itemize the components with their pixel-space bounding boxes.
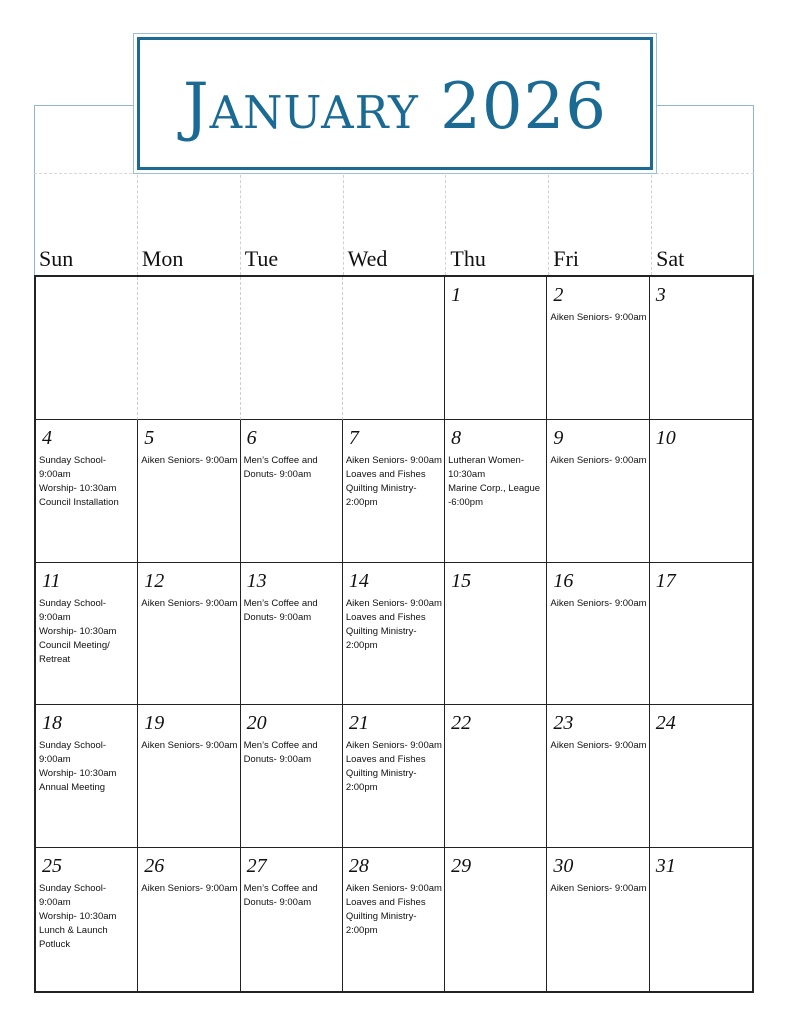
- day-cell-23[interactable]: [547, 705, 649, 848]
- weekday-header-mon: Mon: [141, 246, 184, 271]
- event-item[interactable]: Lutheran Women- 10:30am: [448, 454, 525, 480]
- event-item[interactable]: Worship- 10:30am: [39, 768, 117, 780]
- column-guide: [343, 175, 344, 275]
- day-number: 1: [451, 284, 462, 306]
- day-cell-24[interactable]: [650, 705, 752, 848]
- day-number: 5: [144, 426, 155, 449]
- day-number: 15: [451, 569, 472, 592]
- day-cell-18[interactable]: [36, 705, 138, 848]
- weekday-header-wed: Wed: [347, 246, 388, 271]
- event-list: [550, 597, 646, 611]
- day-cell-20[interactable]: [241, 705, 343, 848]
- event-list: [550, 739, 646, 753]
- event-item[interactable]: Aiken Seniors- 9:00am: [550, 740, 647, 752]
- event-list: [244, 739, 340, 767]
- event-item[interactable]: Sunday School- 9:00am: [39, 883, 107, 909]
- event-list: [141, 597, 237, 611]
- day-cell-21[interactable]: [343, 705, 445, 848]
- day-number: 28: [348, 855, 369, 878]
- weekday-header-fri: Fri: [553, 246, 579, 271]
- day-cell-9[interactable]: [547, 420, 649, 563]
- day-cell-8[interactable]: [445, 420, 547, 563]
- day-number: 14: [348, 569, 369, 592]
- event-list: [550, 454, 646, 468]
- event-item[interactable]: Council Installation: [39, 496, 119, 508]
- column-guide: [548, 175, 549, 275]
- event-item[interactable]: Men’s Coffee and Donuts- 9:00am: [243, 883, 318, 909]
- page-title: January 2026: [183, 69, 607, 144]
- event-item[interactable]: Sunday School- 9:00am: [39, 597, 107, 623]
- day-cell-27[interactable]: [241, 848, 343, 991]
- day-cell-19[interactable]: [138, 705, 240, 848]
- day-number: 16: [553, 569, 574, 592]
- event-item[interactable]: Annual Meeting: [39, 782, 106, 794]
- event-item[interactable]: Sunday School- 9:00am: [39, 740, 107, 766]
- event-list: [448, 454, 544, 510]
- event-item[interactable]: Worship- 10:30am: [39, 625, 117, 637]
- day-number: 9: [553, 426, 564, 449]
- event-item[interactable]: Council Meeting/ Retreat: [39, 639, 110, 665]
- day-number: 21: [348, 712, 369, 735]
- empty-day-cell: [36, 277, 138, 420]
- day-number: 6: [246, 426, 257, 449]
- day-cell-25[interactable]: [36, 848, 138, 991]
- day-cell-13[interactable]: [241, 563, 343, 706]
- day-number: 26: [144, 855, 165, 878]
- day-cell-2[interactable]: [547, 277, 649, 420]
- day-number: 4: [42, 426, 52, 449]
- event-item[interactable]: Aiken Seniors- 9:00am: [550, 454, 647, 466]
- event-item[interactable]: Worship- 10:30am: [39, 482, 117, 494]
- day-number: 13: [246, 569, 267, 592]
- day-number: 10: [655, 426, 676, 449]
- day-number: 7: [348, 426, 359, 449]
- day-cell-11[interactable]: [36, 563, 138, 706]
- event-list: [550, 311, 646, 325]
- event-item[interactable]: Aiken Seniors- 9:00am: [345, 740, 442, 752]
- weekday-header-sun: Sun: [39, 246, 74, 271]
- event-item[interactable]: Quilting Ministry- 2:00pm: [345, 911, 417, 937]
- day-cell-6[interactable]: [241, 420, 343, 563]
- day-number: 20: [246, 712, 267, 735]
- event-item[interactable]: Aiken Seniors- 9:00am: [345, 454, 442, 466]
- day-cell-7[interactable]: [343, 420, 445, 563]
- weekday-header-tue: Tue: [244, 246, 279, 271]
- day-number: 18: [42, 712, 62, 735]
- day-cell-1[interactable]: [445, 277, 547, 420]
- event-item[interactable]: Men’s Coffee and Donuts- 9:00am: [243, 740, 318, 766]
- event-list: [550, 882, 646, 896]
- day-cell-4[interactable]: [36, 420, 138, 563]
- day-number: 23: [553, 712, 574, 735]
- event-item[interactable]: Aiken Seniors- 9:00am: [345, 883, 442, 895]
- event-list: [346, 739, 442, 795]
- day-cell-14[interactable]: [343, 563, 445, 706]
- day-cell-22[interactable]: [445, 705, 547, 848]
- day-cell-12[interactable]: [138, 563, 240, 706]
- day-number: 30: [553, 855, 574, 878]
- day-number: 25: [42, 855, 62, 878]
- day-number: 22: [451, 712, 472, 735]
- weekday-header-sat: Sat: [656, 246, 685, 271]
- event-item[interactable]: Aiken Seniors- 9:00am: [141, 883, 238, 895]
- event-item[interactable]: Worship- 10:30am: [39, 911, 117, 923]
- event-item[interactable]: Loaves and Fishes: [345, 754, 426, 766]
- event-item[interactable]: Aiken Seniors- 9:00am: [141, 454, 238, 466]
- event-item[interactable]: Loaves and Fishes: [345, 611, 426, 623]
- weekday-header-thu: Thu: [450, 246, 486, 271]
- day-number: 31: [655, 855, 676, 878]
- day-number: 27: [246, 855, 267, 878]
- event-list: [39, 739, 135, 795]
- day-cell-26[interactable]: [138, 848, 240, 991]
- event-item[interactable]: Quilting Ministry- 2:00pm: [345, 482, 417, 508]
- day-cell-28[interactable]: [343, 848, 445, 991]
- event-item[interactable]: Sunday School- 9:00am: [39, 454, 107, 480]
- event-list: [39, 597, 135, 667]
- event-list: [346, 454, 442, 510]
- title-box: [133, 33, 657, 174]
- event-item[interactable]: Aiken Seniors- 9:00am: [550, 597, 647, 609]
- event-item[interactable]: Men’s Coffee and Donuts- 9:00am: [243, 454, 318, 480]
- event-list: [346, 597, 442, 653]
- event-item[interactable]: Aiken Seniors- 9:00am: [141, 740, 238, 752]
- event-item[interactable]: Marine Corp., League -6:00pm: [448, 482, 541, 508]
- event-list: [141, 739, 237, 753]
- empty-day-cell: [343, 277, 445, 420]
- column-guide: [137, 175, 138, 275]
- event-list: [39, 882, 135, 952]
- event-list: [244, 597, 340, 625]
- day-cell-31[interactable]: [650, 848, 752, 991]
- event-item[interactable]: Aiken Seniors- 9:00am: [141, 597, 238, 609]
- column-guide: [240, 175, 241, 275]
- day-cell-5[interactable]: [138, 420, 240, 563]
- day-cell-17[interactable]: [650, 563, 752, 706]
- day-number: 29: [451, 855, 472, 878]
- event-item[interactable]: Loaves and Fishes: [345, 468, 426, 480]
- day-cell-3[interactable]: [650, 277, 752, 420]
- day-number: 24: [655, 712, 676, 735]
- event-list: [39, 454, 135, 510]
- day-number: 3: [655, 284, 666, 306]
- event-item[interactable]: Quilting Ministry- 2:00pm: [345, 625, 417, 651]
- day-cell-29[interactable]: [445, 848, 547, 991]
- empty-day-cell: [241, 277, 343, 420]
- event-item[interactable]: Lunch & Launch Potluck: [39, 925, 108, 951]
- event-list: [244, 454, 340, 482]
- day-number: 17: [655, 569, 676, 592]
- event-item[interactable]: Aiken Seniors- 9:00am: [345, 597, 442, 609]
- event-list: [141, 882, 237, 896]
- event-item[interactable]: Aiken Seniors- 9:00am: [550, 883, 647, 895]
- day-number: 12: [144, 569, 165, 592]
- event-list: [141, 454, 237, 468]
- event-item[interactable]: Aiken Seniors- 9:00am: [550, 312, 647, 323]
- event-item[interactable]: Loaves and Fishes: [345, 897, 426, 909]
- event-item[interactable]: Men’s Coffee and Donuts- 9:00am: [243, 597, 318, 623]
- calendar-grid: [34, 275, 754, 993]
- event-list: [244, 882, 340, 910]
- column-guide: [445, 175, 446, 275]
- day-cell-10[interactable]: [650, 420, 752, 563]
- day-cell-15[interactable]: [445, 563, 547, 706]
- empty-day-cell: [138, 277, 240, 420]
- day-number: 2: [553, 284, 564, 306]
- event-list: [346, 882, 442, 938]
- day-number: 8: [451, 426, 462, 449]
- day-cell-30[interactable]: [547, 848, 649, 991]
- day-number: 11: [42, 569, 61, 592]
- event-item[interactable]: Quilting Ministry- 2:00pm: [345, 768, 417, 794]
- day-cell-16[interactable]: [547, 563, 649, 706]
- day-number: 19: [144, 712, 165, 735]
- title-border: [137, 37, 653, 170]
- column-guide: [651, 175, 652, 275]
